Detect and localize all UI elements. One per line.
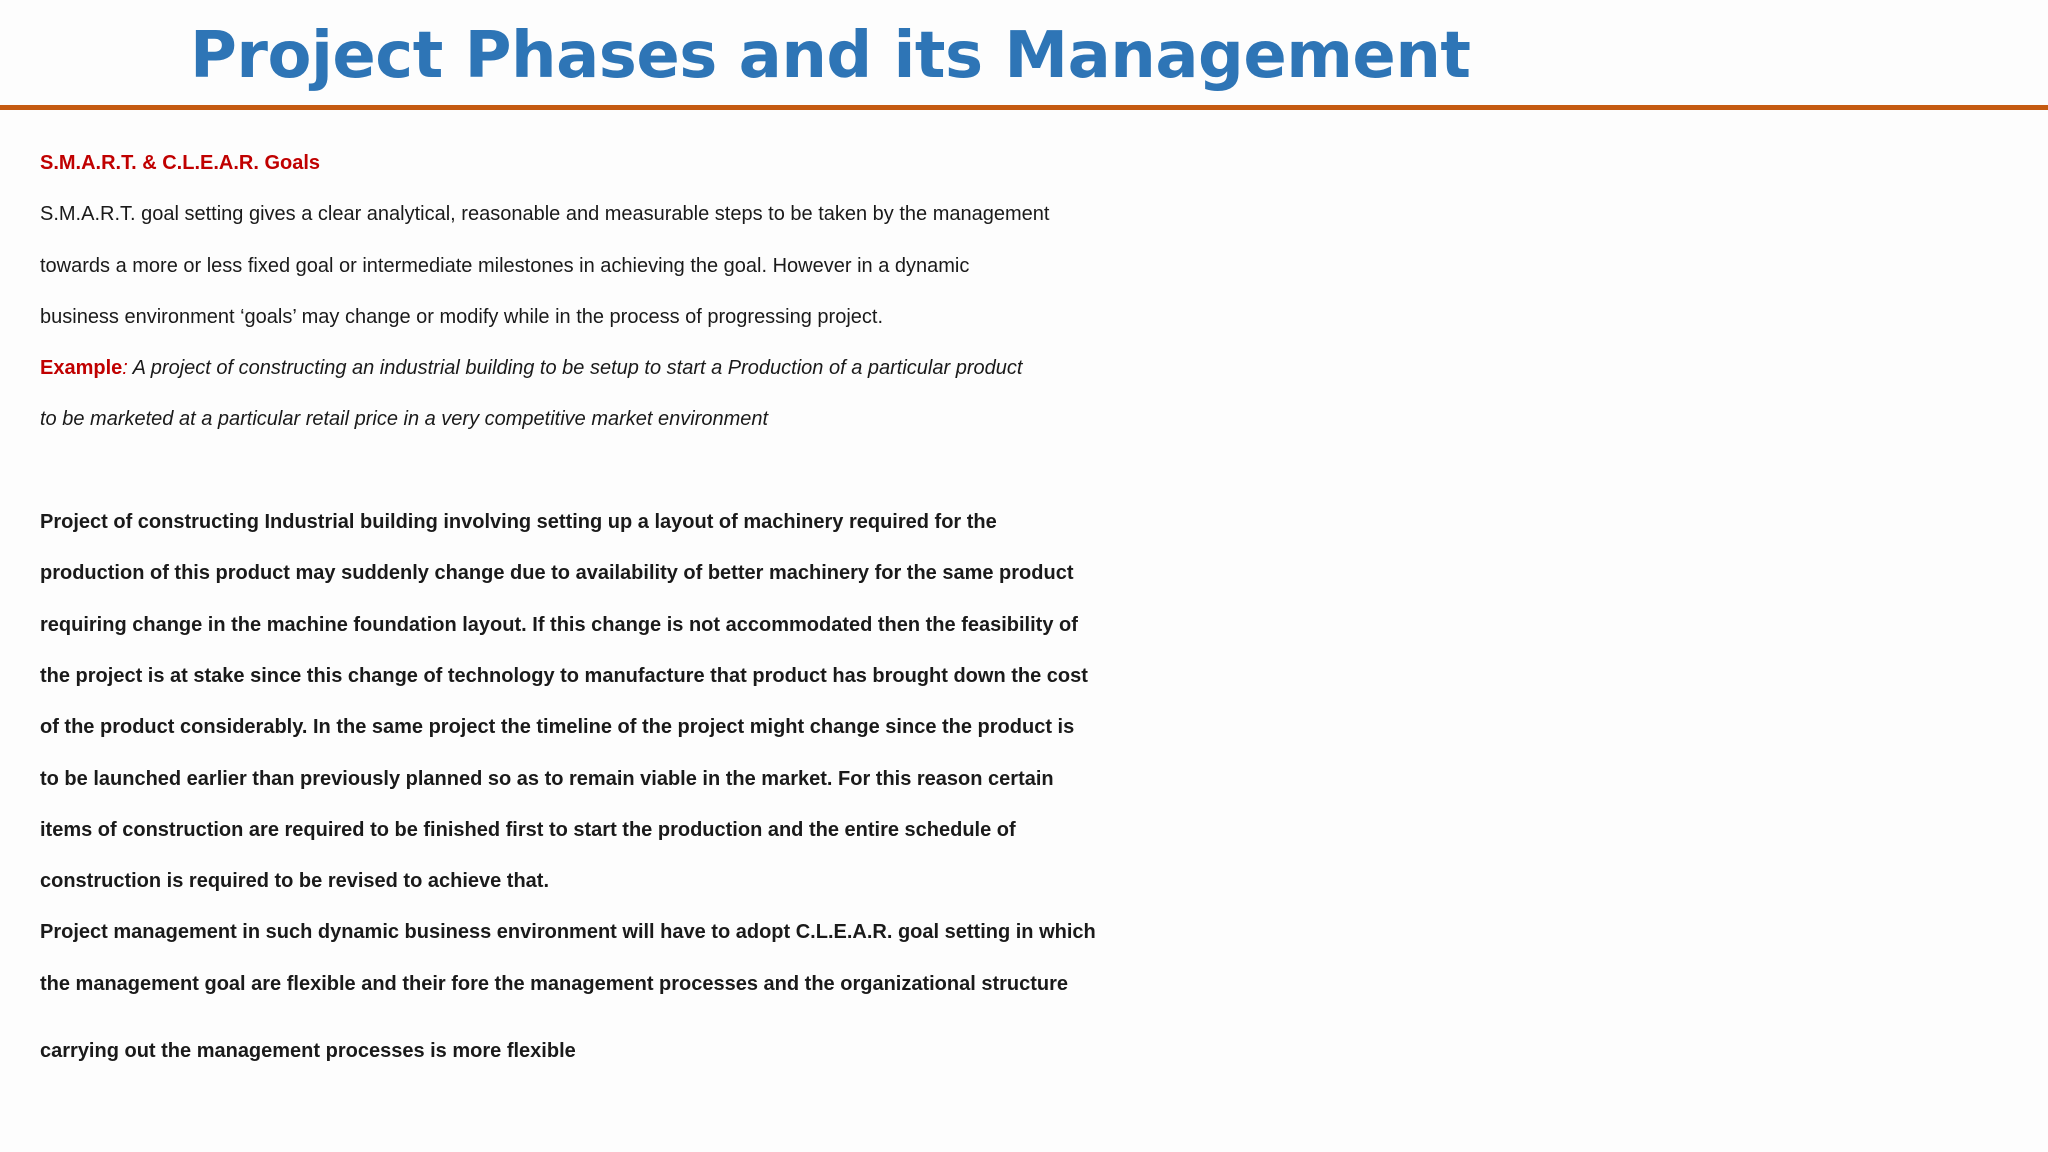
example-text: to be marketed at a particular retail price in a very competitive market environment (40, 408, 769, 431)
example-text: A project of constructing an industrial building to be setup to start a Production of a particular product (127, 357, 1023, 380)
slide-title: Project Phases and its Management (190, 19, 1471, 93)
section-heading: S.M.A.R.T. & C.L.E.A.R. Goals (40, 152, 321, 174)
bold-line: to be launched earlier than previously planned so as to remain viable in the market. For this reason certain (40, 767, 1054, 790)
final-line: carrying out the management processes is more flexible (40, 1040, 576, 1063)
bold-line: the management goal are flexible and their fore the management processes and the organizational structure (40, 972, 1069, 995)
example-colon: : (122, 357, 128, 380)
intro-line: business environment ‘goals’ may change or modify while in the process of progressing project. (40, 305, 884, 328)
bold-line: construction is required to be revised to achieve that. (40, 870, 550, 893)
bold-line: production of this product may suddenly change due to availability of better machinery for the same product (40, 562, 1074, 585)
paragraph-spacer (40, 446, 2030, 497)
slide-body (40, 138, 2030, 1077)
bold-line: items of construction are required to be finished first to start the production and the entire schedule of (40, 818, 1016, 841)
bold-line: Project management in such dynamic business environment will have to adopt C.L.E.A.R. goal setting in which (40, 921, 1096, 944)
intro-line: S.M.A.R.T. goal setting gives a clear analytical, reasonable and measurable steps to be taken by the management (40, 203, 1050, 226)
example-label: Example (40, 357, 123, 380)
bold-line: requiring change in the machine foundation layout. If this change is not accommodated then the feasibility of (40, 613, 1078, 636)
bold-line: the project is at stake since this change of technology to manufacture that product has brought down the cost (40, 664, 1088, 687)
example-line (40, 343, 2030, 394)
bold-line: Project of constructing Industrial building involving setting up a layout of machinery required for the (40, 511, 997, 534)
bold-line: of the product considerably. In the same project the timeline of the project might change since the product is (40, 716, 1075, 739)
title-divider (0, 105, 2048, 110)
intro-line: towards a more or less fixed goal or intermediate milestones in achieving the goal. However in a dynamic (40, 254, 970, 277)
